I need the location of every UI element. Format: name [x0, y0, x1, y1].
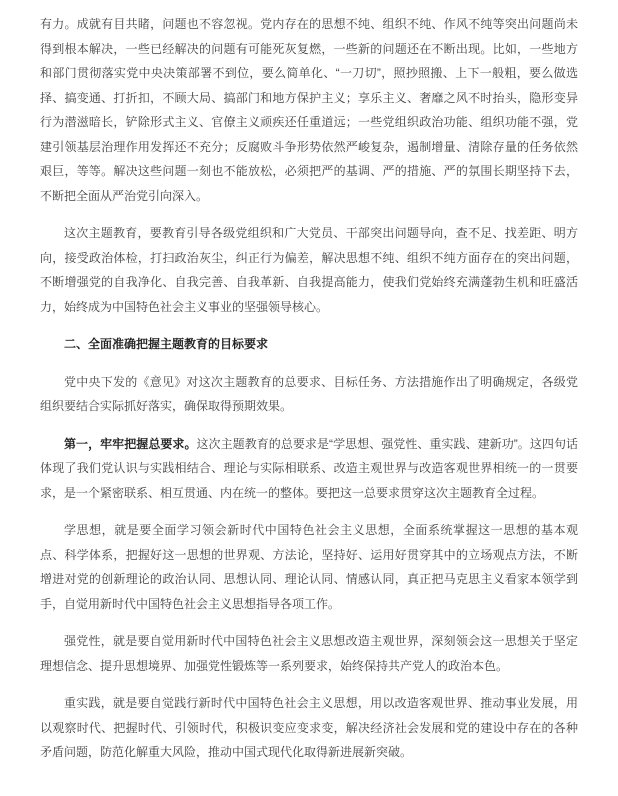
paragraph-learn-thought: 学思想，就是要全面学习领会新时代中国特色社会主义思想，全面系统掌握这一思想的基本观点、科学体系，把握好这一思想的世界观、方法论，坚持好、运用好贯穿其中的立场观点方法，不断增进对党的创新理论的政治认同、思想认同、理论认同、情感认同，真正把马克思主义看家本领学到手，自觉用新时代中国特色社会主义思想指导各项工作。	[40, 523, 578, 611]
paragraph-first-overall-requirement	[40, 432, 578, 506]
paragraph-problems-continued: 有力。成就有目共睹，问题也不容忽视。党内存在的思想不纯、组织不纯、作风不纯等突出问题尚未得到根本解决，一些已经解决的问题有可能死灰复燃，一些新的问题还在不断出现。比如，一些地方和部门贯彻落实党中央决策部署不到位，要么简单化、“一刀切”，照抄照搬、上下一般粗，要么做选择、搞变通、打折扣，不顾大局、搞部门和地方保护主义；享乐主义、奢靡之风不时抬头，隐形变异行为潜滋暗长，铲除形式主义、官僚主义顽疾还任重道远；一些党组织政治功能、组织功能不强，党建引领基层治理作用发挥还不充分；反腐败斗争形势依然严峻复杂，遏制增量、清除存量的任务依然艰巨，等等。解决这些问题一刻也不能放松，必须把严的基调、严的措施、严的氛围长期坚持下去，不断把全面从严治党引向深入。	[40, 17, 578, 203]
paragraph-education-guidance: 这次主题教育，要教育引导各级党组织和广大党员、干部突出问题导向，查不足、找差距、明方向，接受政治体检，打扫政治灰尘，纠正行为偏差，解决思想不纯、组织不纯方面存在的突出问题，不断增强党的自我净化、自我完善、自我革新、自我提高能力，使我们党始终充满蓬勃生机和旺盛活力，始终成为中国特色社会主义事业的坚强领导核心。	[40, 226, 578, 314]
section-heading-2: 二、全面准确把握主题教育的目标要求	[64, 337, 269, 351]
paragraph-bold-lead: 第一，牢牢把握总要求。	[64, 436, 197, 451]
paragraph-emphasize-practice: 重实践，就是要自觉践行新时代中国特色社会主义思想，用以改造客观世界、推动事业发展，用以观察时代、把握时代、引领时代，积极识变应变求变，解决经济社会发展和党的建设中存在的各种矛盾问题，防范化解重大风险，推动中国式现代化取得新进展新突破。	[40, 696, 578, 759]
paragraph-lead-body: 这次主题教育的总要求是“学思想、强党性、重实践、建新功”。这四句话体现了我们党认识与实践相结合、理论与实际相联系、改造主观世界与改造客观世界相统一的一贯要求，是一个紧密联系、相互贯通、内在统一的整体。要把这一总要求贯穿这次主题教育全过程。	[40, 436, 578, 500]
paragraph-central-opinion: 党中央下发的《意见》对这次主题教育的总要求、目标任务、方法措施作出了明确规定，各级党组织要结合实际抓好落实，确保取得预期效果。	[40, 374, 578, 413]
paragraph-strengthen-party-spirit: 强党性，就是要自觉用新时代中国特色社会主义思想改造主观世界，深刻领会这一思想关于坚定理想信念、提升思想境界、加强党性锻炼等一系列要求，始终保持共产党人的政治本色。	[40, 634, 578, 673]
